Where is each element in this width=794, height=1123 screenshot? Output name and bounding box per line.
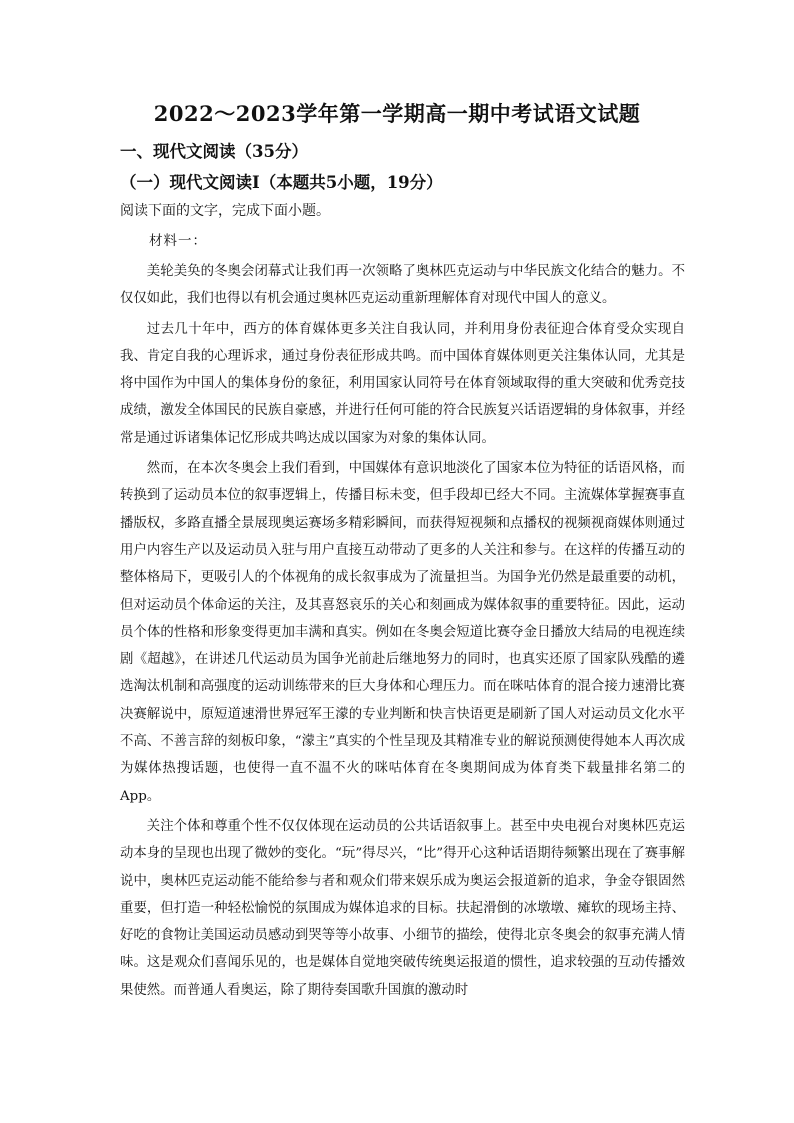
- exam-title: 2022～2023学年第一学期高一期中考试语文试题: [153, 101, 641, 126]
- subsection-heading: （一）现代文阅读Ⅰ（本题共5小题，19分）: [120, 173, 443, 192]
- paragraph: 过去几十年中，西方的体育媒体更多关注自我认同，并利用身份表征迎合体育受众实现自我、肯定自我的心理诉求，通过身份表征形成共鸣。而中国体育媒体则更关注集体认同，尤其是将中国作为中国人的集体身份的象征，利用国家认同符号在体育领域取得的重大突破和优秀竞技成绩，激发全体国民的民族自豪感，并进行任何可能的符合民族复兴话语逻辑的身体叙事，并经常是通过诉诸集体记忆形成共鸣达成以国家为对象的集体认同。: [120, 321, 685, 446]
- paragraph: 关注个体和尊重个性不仅仅体现在运动员的公共话语叙事上。甚至中央电视台对奥林匹克运动本身的呈现也出现了微妙的变化。“玩”得尽兴，“比”得开心这种话语期待频繁出现在了赛事解说中，奥林匹克运动能不能给参与者和观众们带来娱乐成为奥运会报道新的追求，争金夺银固然重要，但打造一种轻松愉悦的氛围成为媒体追求的目标。扶起滑倒的冰墩墩、瘫软的现场主持、好吃的食物让美国运动员感动到哭等等小故事、小细节的描绘，使得北京冬奥会的叙事充满人情味。这是观众们喜闻乐见的，也是媒体自觉地突破传统奥运报道的惯性，追求较强的互动传播效果使然。而普通人看奥运，除了期待奏国歌升国旗的激动时: [120, 818, 685, 998]
- instruction-text: 阅读下面的文字，完成下面小题。: [120, 203, 330, 219]
- section-heading: 一、现代文阅读（35分）: [120, 142, 308, 161]
- material-label: 材料一：: [149, 233, 207, 249]
- paragraph: 美轮美奂的冬奥会闭幕式让我们再一次领略了奥林匹克运动与中华民族文化结合的魅力。不仅仅如此，我们也得以有机会通过奥林匹克运动重新理解体育对现代中国人的意义。: [120, 264, 685, 307]
- reading-passage: [120, 258, 685, 1007]
- paragraph: 然而，在本次冬奥会上我们看到，中国媒体有意识地淡化了国家本位为特征的话语风格，而转换到了运动员本位的叙事逻辑上，传播目标未变，但手段却已经大不同。主流媒体掌握赛事直播版权，多路直播全景展现奥运赛场多精彩瞬间，而获得短视频和点播权的视频视商媒体则通过用户内容生产以及运动员入驻与用户直接互动带动了更多的人关注和参与。在这样的传播互动的整体格局下，更吸引人的个体视角的成长叙事成为了流量担当。为国争光仍然是最重要的动机，但对运动员个体命运的关注，及其喜怒哀乐的关心和刻画成为媒体叙事的重要特征。因此，运动员个体的性格和形象变得更加丰满和真实。例如在冬奥会短道比赛夺金日播放大结局的电视连续剧《超越》，在讲述几代运动员为国争光前赴后继地努力的同时，也真实还原了国家队残酷的遴选淘汰机制和高强度的运动训练带来的巨大身体和心理压力。而在咪咕体育的混合接力速滑比赛决赛解说中，原短道速滑世界冠军王濛的专业判断和快言快语更是刷新了国人对运动员文化水平不高、不善言辞的刻板印象，“濛主”真实的个性呈现及其精准专业的解说预测使得她本人再次成为媒体热搜话题，也使得一直不温不火的咪咕体育在冬奥期间成为体育类下载量排名第二的App。: [120, 461, 685, 804]
